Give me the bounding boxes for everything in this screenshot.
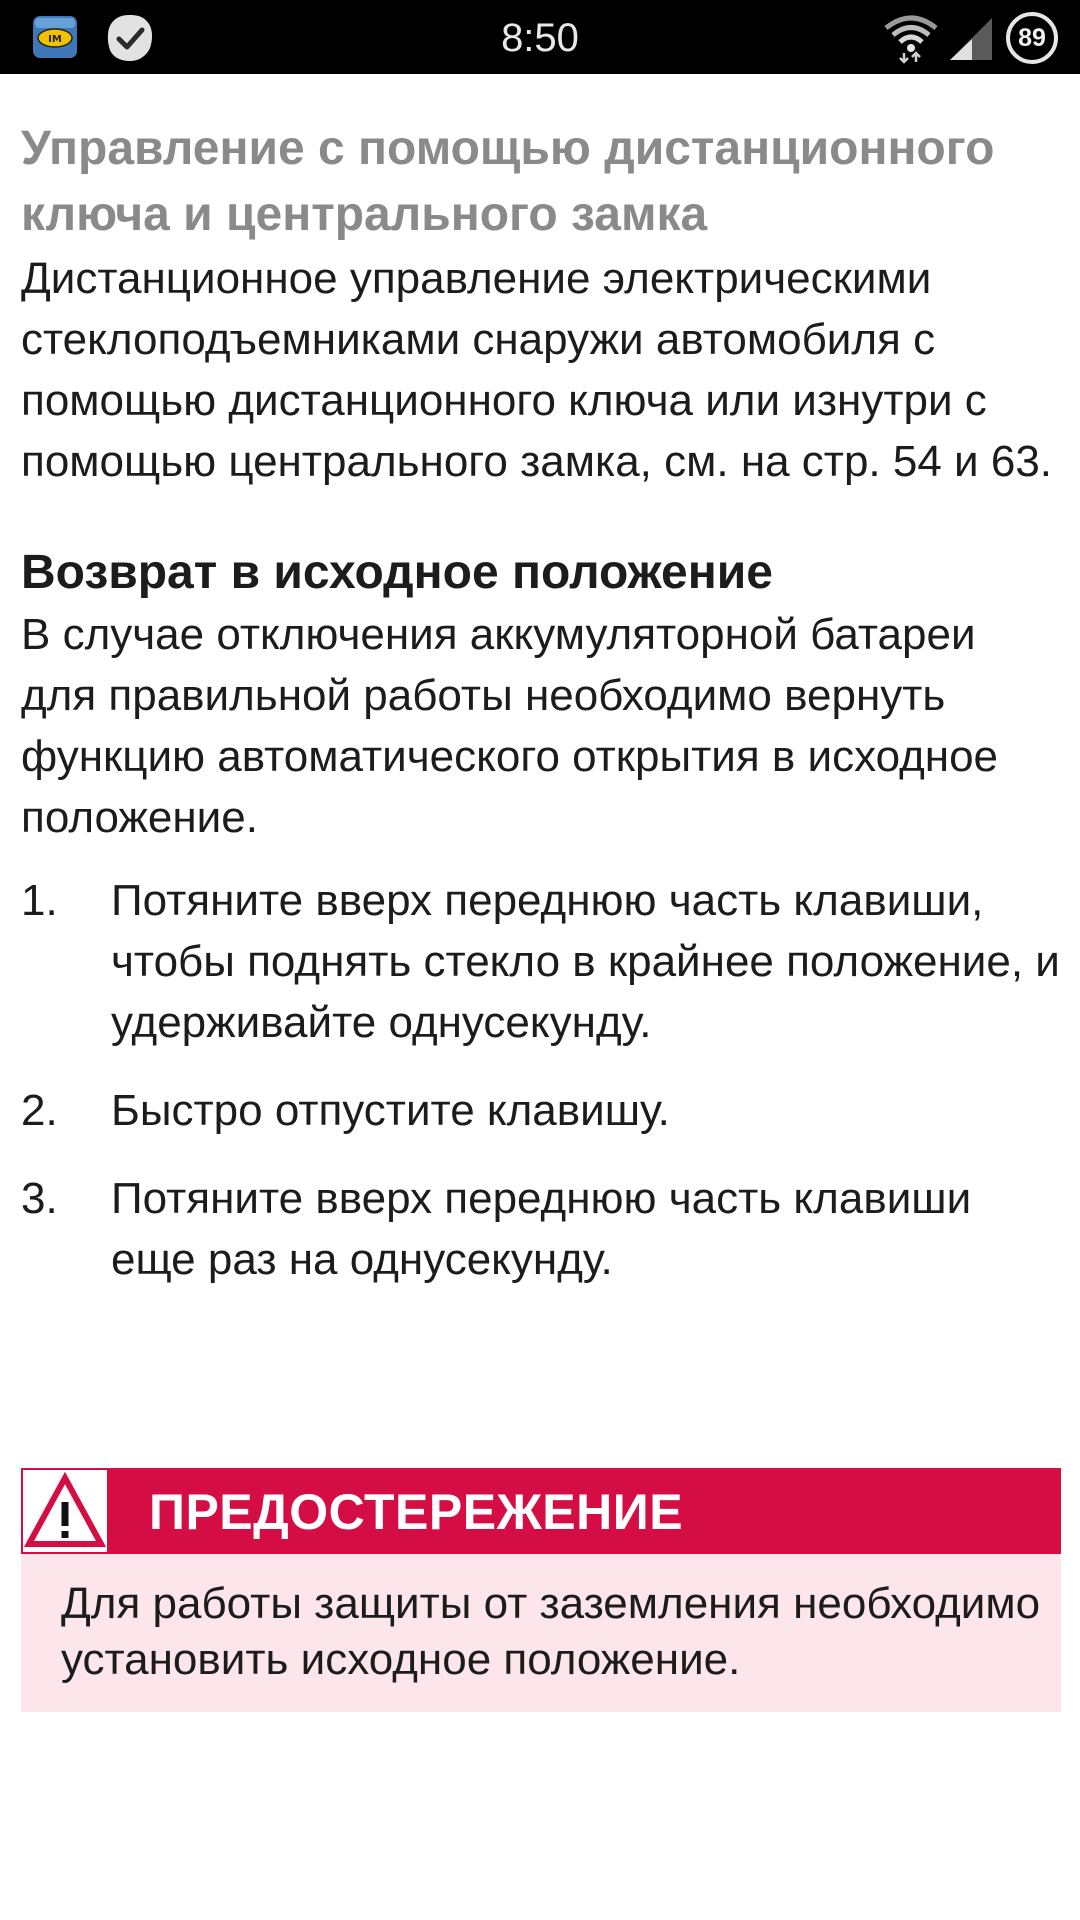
- step-text: Потяните вверх переднюю часть клавиши еще раз на однусекунду.: [111, 1174, 972, 1284]
- section-title-remote-control: Управление с помощью дистанционного ключа и центрального замка: [21, 122, 995, 241]
- warning-triangle-icon: [23, 1470, 107, 1552]
- warning-title: ПРЕДОСТЕРЕЖЕНИЕ: [149, 1484, 684, 1540]
- list-item: [21, 1080, 1061, 1141]
- warning-body: Для работы защиты от заземления необходимо установить исходное положение.: [21, 1554, 1061, 1712]
- wifi-icon: [882, 12, 940, 64]
- step-number: 3.: [21, 1174, 58, 1223]
- signal-icon: [946, 14, 996, 62]
- step-text: Потяните вверх переднюю часть клавиши, чтобы поднять стекло в крайнее положение, и удерживайте однусекунду.: [111, 876, 1060, 1047]
- section-body-reset: В случае отключения аккумуляторной батареи для правильной работы необходимо вернуть функцию автоматического открытия в исходное положение.: [21, 610, 999, 842]
- step-number: 2.: [21, 1086, 58, 1135]
- status-bar: [0, 0, 1080, 74]
- warning-header: [21, 1468, 1061, 1554]
- warning-icon-container: [23, 1470, 107, 1552]
- list-item: [21, 870, 1061, 1053]
- steps-list: [21, 870, 1061, 1290]
- status-time: 8:50: [501, 16, 579, 60]
- battery-level: 89: [1018, 24, 1046, 52]
- warning-box: [21, 1468, 1061, 1712]
- section-title-reset: Возврат в исходное положение: [21, 546, 773, 599]
- step-text: Быстро отпустите клавишу.: [111, 1086, 670, 1135]
- manual-content: [21, 116, 1061, 1317]
- section-body-remote-control: Дистанционное управление электрическими стеклоподъемниками снаружи автомобиля с помощью дистанционного ключа или изнутри с помощью центрального замка, см. на стр. 54 и 63.: [21, 254, 1053, 486]
- svg-text:IM: IM: [48, 34, 62, 45]
- step-number: 1.: [21, 876, 58, 925]
- list-item: [21, 1168, 1061, 1290]
